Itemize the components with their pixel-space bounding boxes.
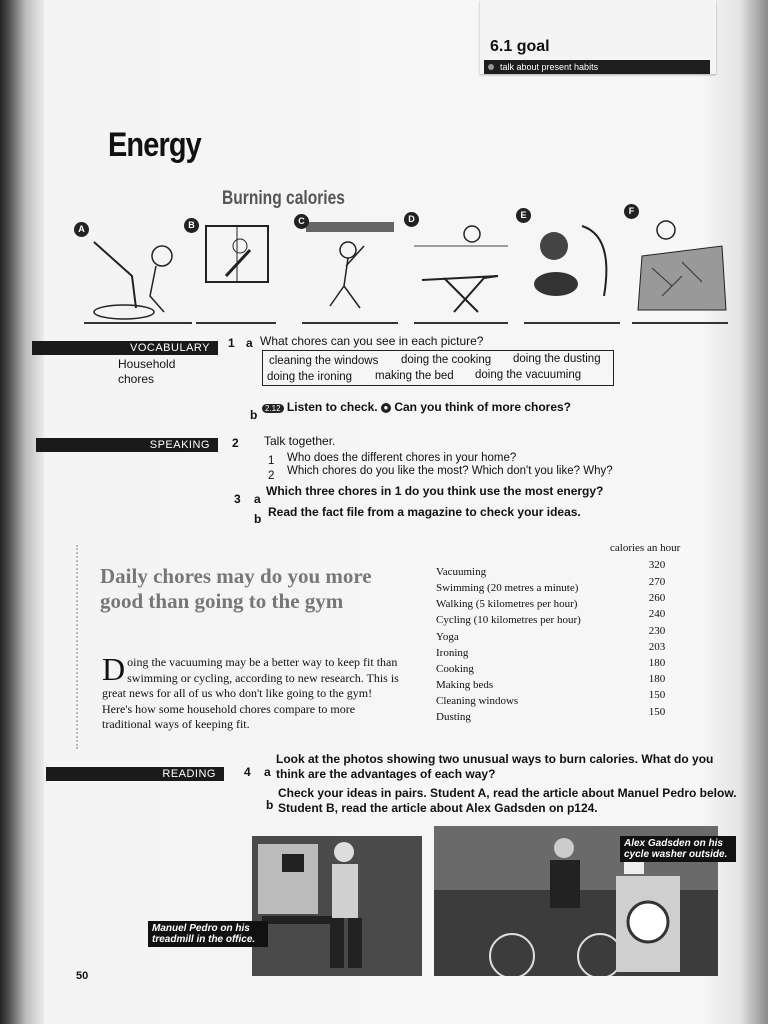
chore-item: doing the ironing	[267, 371, 353, 383]
question-1b-text: Listen to check.	[286, 400, 378, 414]
question-1b-letter: b	[250, 408, 258, 422]
question-3-number: 3	[234, 492, 241, 506]
calorie-value: 260	[648, 592, 666, 604]
book-spine	[0, 0, 44, 1024]
question-4a-text: Look at the photos showing two unusual ways to burn calories. What do you think are the advantages of each way?	[276, 752, 714, 781]
goal-subtitle-bar	[484, 60, 710, 74]
question-4a-letter: a	[264, 765, 271, 779]
question-1a-letter: a	[246, 336, 253, 350]
chores-word-box	[262, 350, 614, 386]
drop-cap: D	[102, 651, 126, 687]
picture-c-dusting	[298, 216, 398, 324]
picture-label: E	[516, 208, 531, 223]
window-cleaning-illustration	[196, 216, 276, 322]
picture-a-vacuuming	[78, 216, 192, 324]
calorie-value: 270	[648, 576, 666, 588]
treadmill-office-photo	[252, 836, 422, 976]
picture-label: F	[624, 204, 639, 219]
calories-column-header: calories an hour	[610, 542, 681, 554]
calorie-value: 180	[648, 657, 666, 669]
section-subtitle: Burning calories	[222, 188, 345, 209]
question-1-number: 1	[228, 336, 235, 350]
fact-file-body	[102, 651, 404, 733]
photo-manuel-pedro	[252, 836, 422, 976]
activity-name: Making beds	[436, 679, 494, 691]
activity-name: Walking (5 kilometres per hour)	[436, 598, 578, 610]
fact-file-headline: Daily chores may do you more good than going to the gym	[100, 564, 372, 613]
calorie-value: 180	[648, 673, 666, 685]
picture-label: B	[184, 218, 199, 233]
question-1b-line	[262, 400, 571, 414]
vacuuming-illustration	[84, 216, 192, 322]
bullet-icon	[488, 64, 494, 70]
question-1b-text-2: Can you think of more chores?	[394, 400, 572, 414]
activity-name: Cycling (10 kilometres per hour)	[436, 614, 581, 626]
question-3a-letter: a	[254, 492, 261, 506]
chore-item: making the bed	[375, 370, 454, 382]
reading-bar: READING	[46, 767, 224, 781]
chore-item: doing the dusting	[513, 353, 601, 365]
picture-b-cleaning-windows	[188, 216, 276, 324]
activity-name: Dusting	[436, 711, 471, 723]
question-3a-text: Which three chores in 1 do you think use the most energy?	[266, 484, 604, 498]
picture-e-cooking	[520, 210, 620, 324]
picture-d-ironing	[408, 214, 508, 324]
calorie-value: 240	[648, 608, 666, 620]
picture-label: A	[74, 222, 89, 237]
photo-caption-manuel: Manuel Pedro on his treadmill in the office.	[148, 921, 268, 947]
activity-name: Swimming (20 metres a minute)	[436, 582, 579, 594]
speaking-bar: SPEAKING	[36, 438, 218, 452]
calorie-value: 320	[648, 559, 666, 571]
vocabulary-bar: VOCABULARY	[32, 341, 218, 355]
question-4-number: 4	[244, 765, 251, 779]
bed-making-illustration	[632, 216, 728, 322]
page-number: 50	[76, 970, 89, 982]
question-3b-text: Read the fact file from a magazine to check your ideas.	[268, 505, 581, 519]
page-title: Energy	[108, 126, 201, 164]
calorie-value: 150	[648, 706, 666, 718]
question-1a-text: What chores can you see in each picture?	[260, 334, 484, 348]
dusting-illustration	[302, 216, 398, 322]
chore-item: doing the cooking	[401, 354, 492, 366]
goal-title: 6.1 goal	[490, 38, 550, 55]
question-2-number: 2	[232, 436, 239, 450]
photo-caption-alex: Alex Gadsden on his cycle washer outside.	[620, 836, 736, 862]
picture-label: D	[404, 212, 419, 227]
question-3b-letter: b	[254, 512, 262, 526]
calorie-value: 150	[648, 689, 666, 701]
goal-subtitle: talk about present habits	[500, 62, 599, 72]
goal-box	[480, 0, 716, 74]
activity-name: Yoga	[436, 631, 459, 643]
picture-f-making-bed	[628, 206, 728, 324]
cooking-illustration	[524, 216, 620, 322]
activity-name: Cooking	[436, 663, 474, 675]
question-4b-text: Check your ideas in pairs. Student A, read the article about Manuel Pedro below. Student B, read the article about Alex Gadsden on p124.	[278, 786, 737, 815]
calorie-value: 203	[648, 641, 666, 653]
activity-name: Cleaning windows	[436, 695, 519, 707]
conversation-icon: ●	[381, 403, 391, 413]
question-2-item: Who does the different chores in your home?	[287, 452, 517, 464]
question-2-item: Which chores do you like the most? Which don't you like? Why?	[287, 465, 613, 477]
page-edge-shadow	[740, 0, 768, 1024]
chore-item: doing the vacuuming	[475, 369, 582, 381]
chore-item: cleaning the windows	[269, 355, 379, 367]
vocabulary-label: Household chores	[118, 357, 176, 386]
question-2-item-number: 1	[268, 455, 275, 467]
activity-name: Vacuuming	[436, 566, 487, 578]
activity-name: Ironing	[436, 647, 469, 659]
calorie-value: 230	[648, 625, 666, 637]
audio-track-badge[interactable]: 2.12	[262, 404, 284, 413]
fact-file-text: oing the vacuuming may be a better way to keep fit than swimming or cycling, according to new research. This is great news for all of us who don't like going to the gym! Here's how some household chores compare to more traditional ways of keeping fit.	[102, 655, 399, 731]
question-2-text: Talk together.	[264, 434, 336, 448]
picture-label: C	[294, 214, 309, 229]
question-4b-letter: b	[266, 798, 274, 812]
question-2-item-number: 2	[268, 470, 275, 482]
ironing-illustration	[414, 216, 508, 322]
